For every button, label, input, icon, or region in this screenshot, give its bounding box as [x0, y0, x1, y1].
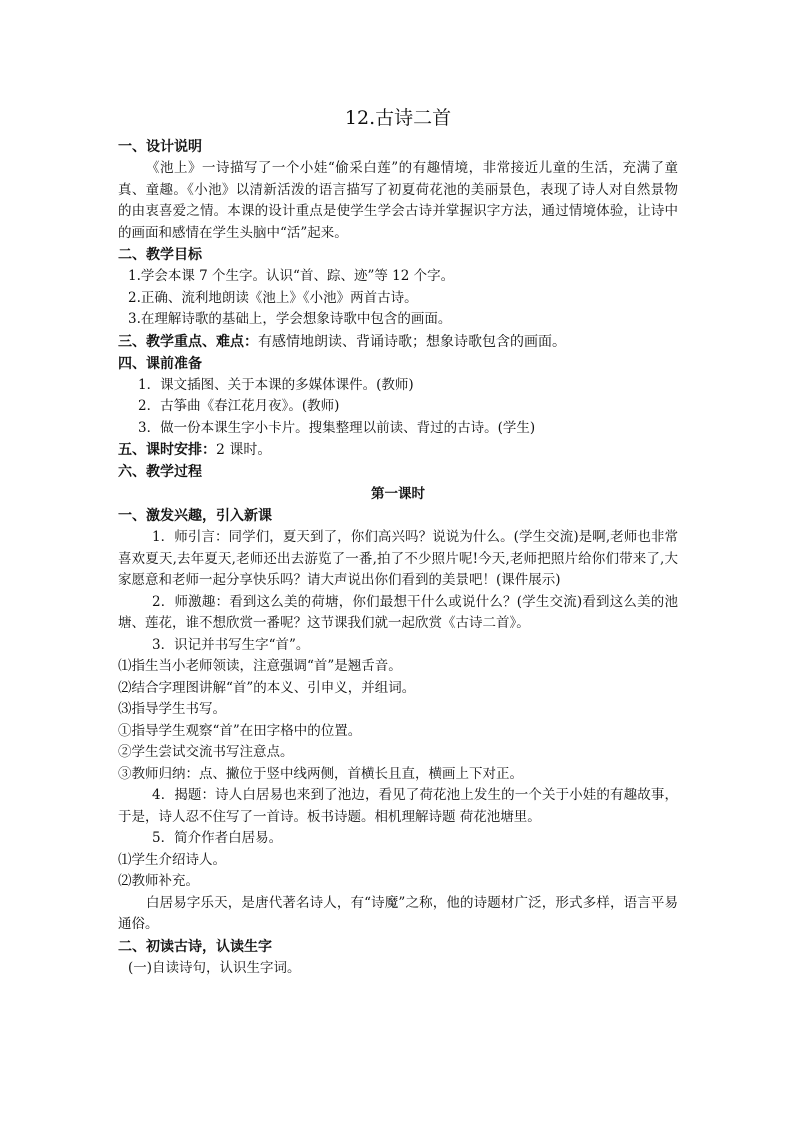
sub-step: ①指导学生观察“首”在田字格中的位置。	[118, 722, 362, 739]
section-heading-schedule: 五、课时安排：	[118, 442, 216, 458]
step-paragraph: 4．揭题：诗人白居易也来到了池边，看见了荷花池上发生的一个关于小娃的有趣故事，于是，诗人忍不住写了一首诗。板书诗题。相机理解诗题 荷花池塘里。	[118, 787, 678, 825]
sub-step: ③教师归纳：点、撇位于竖中线两侧，首横长且直，横画上下对正。	[118, 765, 523, 782]
section-schedule	[118, 439, 678, 461]
prep-item: 1．课文插图、关于本课的多媒体课件。(教师)	[138, 376, 414, 393]
step-paragraph: 5．简介作者白居易。	[152, 830, 283, 846]
part-heading-intro: 一、激发兴趣，引入新课	[118, 508, 272, 524]
sub-step: ⑶指导学生书写。	[118, 701, 226, 717]
goal-item: 1.学会本课 7 个生字。认识“首、踪、迹”等 12 个字。	[128, 268, 455, 284]
section-heading-goals: 二、教学目标	[118, 247, 202, 263]
prep-item: 3．做一份本课生字小卡片。搜集整理以前读、背过的古诗。(学生)	[138, 419, 536, 436]
goal-item: 2.正确、流利地朗读《池上》《小池》两首古诗。	[128, 289, 418, 306]
goal-item: 3.在理解诗歌的基础上，学会想象诗歌中包含的画面。	[128, 311, 452, 327]
page-title: 12.古诗二首	[344, 107, 452, 129]
step-paragraph: 1．师引言：同学们，夏天到了，你们高兴吗？说说为什么。(学生交流)是啊,老师也非常喜欢夏天,去年夏天,老师还出去游览了一番,拍了不少照片呢!今天,老师把照片给你们带来了,大家愿意和老师一起分享快乐吗？请大声说出你们看到的美景吧！(课件展示)	[118, 529, 678, 588]
section-key-points	[118, 331, 678, 353]
reading-item: (一)自读诗句，认识生字词。	[128, 959, 301, 976]
schedule-text: 2 课时。	[216, 442, 272, 458]
key-points-text: 有感情地朗读、背诵诗歌；想象诗歌包含的画面。	[258, 333, 566, 350]
prep-item: 2．古筝曲《春江花月夜》。(教师)	[138, 398, 340, 414]
document-page	[118, 104, 678, 979]
sub-step: ⑴学生介绍诗人。	[118, 851, 226, 868]
design-paragraph: 《池上》一诗描写了一个小娃“偷采白莲”的有趣情境，非常接近儿童的生活，充满了童真、童趣。《小池》以清新活泼的语言描写了初夏荷花池的美丽景色，表现了诗人对自然景物的由衷喜爱之情。本课的设计重点是使学生学会古诗并掌握识字方法，通过情境体验，让诗中的画面和感情在学生头脑中“活”起来。	[118, 160, 678, 241]
sub-step: ⑵教师补充。	[118, 873, 199, 889]
section-heading-preparation: 四、课前准备	[118, 355, 202, 372]
sub-step: ⑴指生当小老师领读，注意强调“首”是翘舌音。	[118, 658, 402, 674]
sub-step: ⑵结合字理图讲解“首”的本义、引申义，并组词。	[118, 679, 416, 696]
section-heading-process: 六、教学过程	[118, 464, 202, 480]
author-paragraph: 白居易字乐天，是唐代著名诗人，有“诗魔”之称，他的诗题材广泛，形式多样，语言平易通俗。	[118, 894, 678, 932]
step-paragraph: 2．师激趣：看到这么美的荷塘，你们最想干什么或说什么？(学生交流)看到这么美的池塘、莲花，谁不想欣赏一番呢？这节课我们就一起欣赏《古诗二首》。	[118, 593, 678, 631]
section-heading-design: 一、设计说明	[118, 139, 202, 155]
lesson-heading: 第一课时	[371, 486, 425, 502]
part-heading-reading: 二、初读古诗，认读生字	[118, 938, 272, 955]
section-heading-key-points: 三、教学重点、难点：	[118, 333, 258, 350]
sub-step: ②学生尝试交流书写注意点。	[118, 744, 294, 760]
step-paragraph: 3．识记并书写生字“首”。	[152, 636, 310, 653]
